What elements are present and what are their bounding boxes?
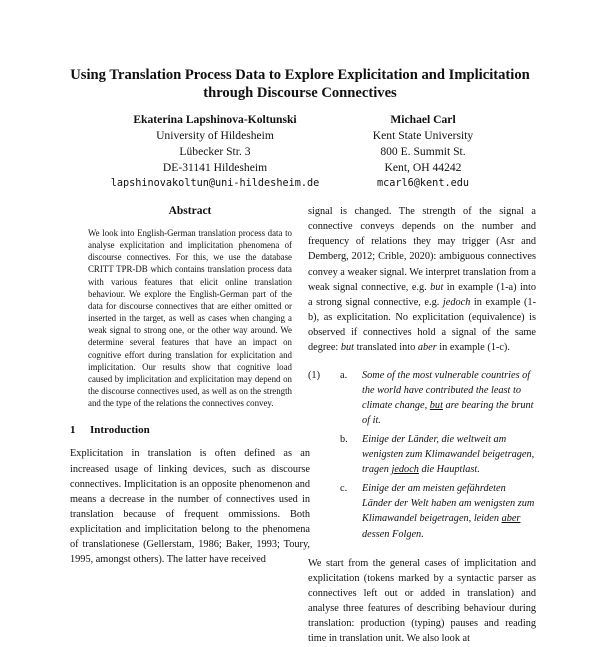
example-label: a. — [340, 369, 348, 381]
example-label: b. — [340, 433, 348, 445]
connective-term: aber — [501, 513, 521, 525]
text-run: dessen Folgen. — [362, 528, 424, 540]
left-column — [70, 200, 310, 568]
body-paragraph: We start from the general cases of implicitation and explicitation (tokens marked by a syntactic parser as connectives left out or added in translation) and analyse three features of describing behaviour during translation: production (typing) pauses and reading time in translation unit. We also look at — [308, 557, 536, 645]
paper-title — [40, 66, 560, 102]
author-block-2 — [328, 112, 518, 192]
author-email[interactable]: lapshinovakoltun@uni-hildesheim.de — [110, 178, 320, 189]
section-heading — [70, 424, 310, 436]
abstract-text: We look into English-German translation process data to analyse explicitation and implicitation phenomena of discourse connectives. For this, we use the database CRITT TPR-DB which contains translation process data with various features that elicit online translation behaviour. We explore the English-German part of the data for discourse connectives that are either omitted or inserted in the target, as well as cases when changing a weak signal to strong one, or the other way around. We determine several features that have an impact on cognitive effort during translation for explicitation and implicitation. Our results show that cognitive load caused by implicitation and explicitation may depend on the discourse connectives used, as well as on the strength and the type of the relations the connectives convey. — [88, 228, 292, 409]
section-title: Introduction — [90, 424, 150, 437]
example-text — [362, 432, 536, 477]
example-block — [308, 368, 536, 542]
text-run: translated into — [354, 342, 418, 354]
author-affiliation: Kent State University — [372, 129, 474, 142]
author-city: DE-31141 Hildesheim — [162, 161, 268, 174]
section-number: 1 — [70, 424, 76, 437]
text-run: Einige der Länder, die weltweit am wenigsten zum Klimawandel beigetragen, tragen — [362, 433, 535, 476]
connective-term: jedoch — [442, 296, 471, 308]
introduction-paragraph: Explicitation in translation is often defined as an increased usage of linking devices, such as discourse connectives. Implicitation is an opposite phenomenon and means a decrease in the number of connectives used in translation because of frequent ommissions. Both explicitation and implicitation belong to the phenomena of translationese (Gellerstam, 1986; Baker, 1993; Toury, 1995, amongst others). The latter have received — [70, 448, 310, 566]
connective-term: but — [429, 399, 443, 411]
text-run: in example (1-a) into a strong signal connective, e.g. — [308, 281, 536, 308]
text-run: die Hauptlast. — [418, 464, 480, 476]
example-text — [362, 368, 536, 428]
right-column — [308, 204, 536, 647]
author-city: Kent, OH 44242 — [384, 161, 462, 174]
text-run: signal is changed. The strength of the signal a connective conveys depends on the number and frequency of relations they may trigger (Asr and Demberg, 2012; Crible, 2020): ambiguous connectives convey a weaker signal. We interpret translation from a weak signal connective, e.g. — [308, 206, 536, 293]
author-name: Ekaterina Lapshinova-Koltunski — [133, 113, 297, 126]
author-name: Michael Carl — [390, 113, 456, 126]
paper-title-line-2: through Discourse Connectives — [203, 85, 397, 101]
author-email[interactable]: mcarl6@kent.edu — [376, 178, 469, 189]
text-run: in example (1-c). — [436, 342, 510, 354]
example-number: (1) — [308, 369, 321, 381]
connective-term: but — [340, 342, 355, 354]
text-run: are bearing the brunt of it. — [362, 399, 534, 426]
connective-term: jedoch — [391, 464, 419, 476]
connective-term: aber — [417, 342, 437, 354]
text-run: in example (1-b), as explicitation. No explicitation (equivalence) is observed if connectives hold a signal of the same degree: — [308, 296, 536, 354]
author-street: 800 E. Summit St. — [380, 145, 466, 158]
text-run: Einige der am meisten gefährdeten Länder der Welt haben am wenigsten zum Klimawandel beigetragen, leiden — [362, 483, 535, 525]
paper-title-line-1: Using Translation Process Data to Explore Explicitation and Implicitation — [70, 67, 530, 83]
connective-term: but — [430, 281, 444, 293]
example-text — [362, 481, 536, 541]
text-run: Some of the most vulnerable countries of the world have contributed the least to climate change, — [362, 369, 531, 411]
example-item-a — [308, 368, 536, 428]
author-block-1 — [70, 112, 360, 192]
example-label: c. — [340, 483, 348, 495]
example-item-b — [308, 432, 536, 477]
example-item-c — [308, 481, 536, 541]
author-street: Lübecker Str. 3 — [179, 145, 251, 158]
author-affiliation: University of Hildesheim — [156, 129, 274, 142]
abstract-heading: Abstract — [168, 205, 212, 217]
body-paragraph — [308, 204, 536, 356]
